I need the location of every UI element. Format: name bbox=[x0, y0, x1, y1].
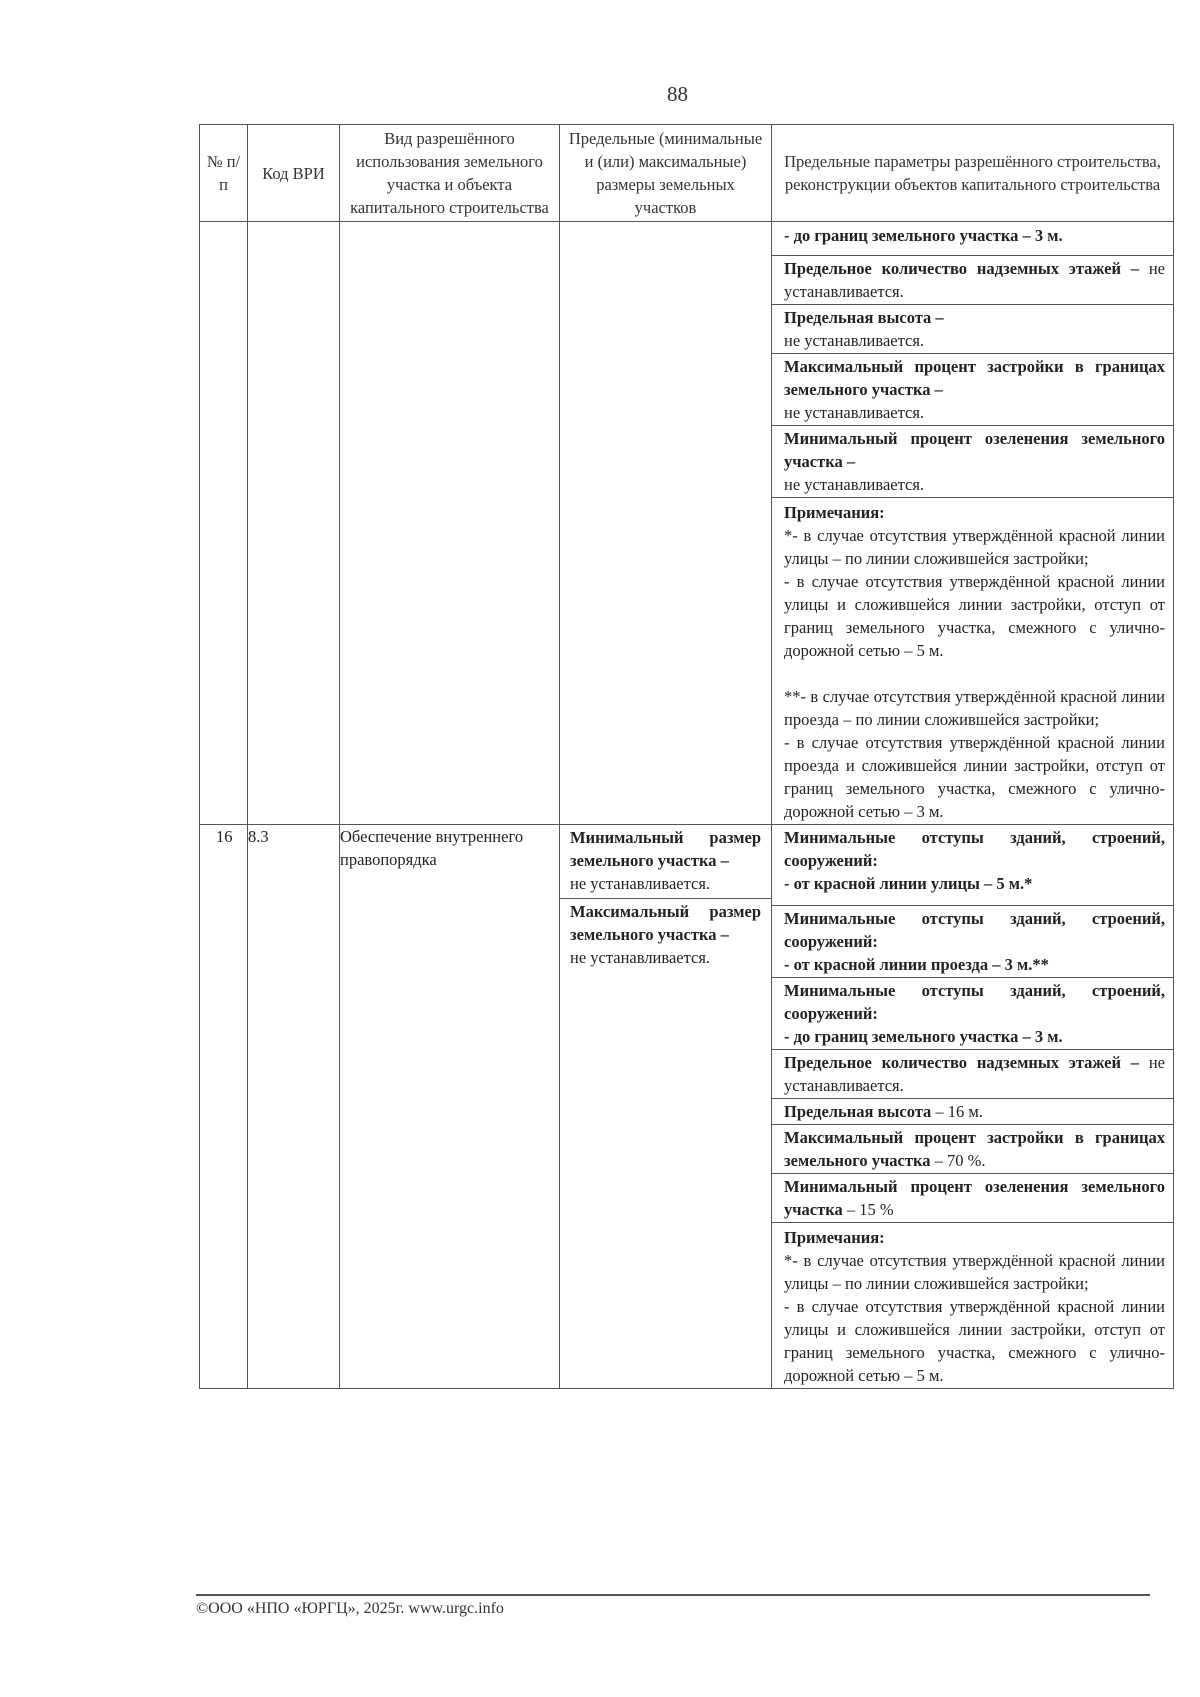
param-item bbox=[772, 222, 1173, 256]
param-item bbox=[772, 354, 1173, 426]
param-item bbox=[772, 825, 1173, 906]
param-item bbox=[772, 256, 1173, 305]
param-item bbox=[772, 426, 1173, 498]
note-line: *- в случае отсутствия утверждённой красной линии улицы – по линии сложившейся застройки; bbox=[784, 1251, 1165, 1293]
zoning-table bbox=[199, 124, 1174, 1389]
param-text: – 16 м. bbox=[931, 1102, 983, 1121]
param-item bbox=[772, 906, 1173, 978]
note-line: - в случае отсутствия утверждённой красной линии улицы и сложившейся линии застройки, отступ от границ земельного участка, смежного с улично-дорожной сетью – 5 м. bbox=[784, 572, 1165, 660]
param-item bbox=[772, 978, 1173, 1050]
param-bold: - до границ земельного участка – 3 м. bbox=[784, 226, 1063, 245]
param-bold: Предельное количество надземных этажей – bbox=[784, 1053, 1140, 1072]
cell-sizes bbox=[560, 825, 772, 1389]
page-number: 88 bbox=[667, 82, 688, 106]
param-bold: Минимальные отступы зданий, строений, сооружений: bbox=[784, 828, 1165, 870]
param-bold: Максимальный процент застройки в границах земельного участка bbox=[784, 1128, 1165, 1170]
param-bold: Предельная высота bbox=[784, 1102, 932, 1121]
size-text: не устанавливается. bbox=[570, 874, 711, 893]
notes-block bbox=[772, 1223, 1173, 1388]
notes-title: Примечания: bbox=[784, 1228, 885, 1247]
param-bold: Минимальный процент озеленения земельного участка bbox=[784, 1177, 1165, 1219]
size-item bbox=[560, 825, 771, 899]
header-params: Предельные параметры разрешённого строительства, реконструкции объектов капитального строительства bbox=[772, 125, 1174, 222]
param-text: не устанавливается. bbox=[784, 475, 925, 494]
cell-code: 8.3 bbox=[248, 825, 340, 1389]
note-line: *- в случае отсутствия утверждённой красной линии улицы – по линии сложившейся застройки; bbox=[784, 526, 1165, 568]
header-num: № п/п bbox=[200, 125, 248, 222]
param-bold: Минимальные отступы зданий, строений, сооружений: bbox=[784, 981, 1165, 1023]
cell-params bbox=[772, 825, 1174, 1389]
footer-copyright: ©ООО «НПО «ЮРГЦ», 2025г. www.urgc.info bbox=[196, 1600, 504, 1617]
note-gap bbox=[784, 662, 1165, 685]
note-line: - в случае отсутствия утверждённой красной линии проезда и сложившейся линии застройки, отступ от границ земельного участка, смежного с улично-дорожной сетью – 3 м. bbox=[784, 733, 1165, 821]
param-item bbox=[772, 1099, 1173, 1125]
size-item bbox=[560, 899, 771, 972]
param-text: не устанавливается. bbox=[784, 331, 925, 350]
param-bold-2: - от красной линии улицы – 5 м.* bbox=[784, 874, 1033, 893]
cell-sizes-empty bbox=[560, 222, 772, 825]
size-text: не устанавливается. bbox=[570, 948, 711, 967]
note-line: - в случае отсутствия утверждённой красной линии улицы и сложившейся линии застройки, отступ от границ земельного участка, смежного с улично-дорожной сетью – 5 м. bbox=[784, 1297, 1165, 1385]
table-header-row bbox=[200, 125, 1174, 222]
cell-code-empty bbox=[248, 222, 340, 825]
param-bold: Максимальный процент застройки в границах земельного участка – bbox=[784, 357, 1165, 399]
cell-num-empty bbox=[200, 222, 248, 825]
header-sizes: Предельные (минимальные и (или) максимальные) размеры земельных участков bbox=[560, 125, 772, 222]
param-text: – 15 % bbox=[842, 1200, 894, 1219]
param-bold: Минимальный процент озеленения земельного участка – bbox=[784, 429, 1165, 471]
size-bold: Максимальный размер земельного участка – bbox=[570, 902, 761, 944]
param-item bbox=[772, 1050, 1173, 1099]
notes-title: Примечания: bbox=[784, 503, 885, 522]
param-bold: Предельное количество надземных этажей – bbox=[784, 259, 1140, 278]
param-text: не устанавливается. bbox=[784, 259, 1165, 301]
param-item bbox=[772, 1125, 1173, 1174]
cell-params-prev bbox=[772, 222, 1174, 825]
param-bold: Предельная высота – bbox=[784, 308, 944, 327]
footer-divider bbox=[196, 1594, 1150, 1596]
param-bold: Минимальные отступы зданий, строений, сооружений: bbox=[784, 909, 1165, 951]
cell-vri: Обеспечение внутреннего правопорядка bbox=[340, 825, 560, 1389]
header-code: Код ВРИ bbox=[248, 125, 340, 222]
size-bold: Минимальный размер земельного участка – bbox=[570, 828, 761, 870]
param-text: не устанавливается. bbox=[784, 1053, 1165, 1095]
notes-block bbox=[772, 498, 1173, 824]
param-bold-2: - до границ земельного участка – 3 м. bbox=[784, 1027, 1063, 1046]
table-row-16 bbox=[200, 825, 1174, 1389]
note-line: **- в случае отсутствия утверждённой красной линии проезда – по линии сложившейся застройки; bbox=[784, 687, 1165, 729]
param-text: не устанавливается. bbox=[784, 403, 925, 422]
param-text: – 70 %. bbox=[930, 1151, 986, 1170]
param-item bbox=[772, 305, 1173, 354]
table-row-continued bbox=[200, 222, 1174, 825]
param-bold-2: - от красной линии проезда – 3 м.** bbox=[784, 955, 1049, 974]
header-vri: Вид разрешённого использования земельного участка и объекта капитального строительства bbox=[340, 125, 560, 222]
cell-num: 16 bbox=[200, 825, 248, 1389]
cell-vri-empty bbox=[340, 222, 560, 825]
param-item bbox=[772, 1174, 1173, 1223]
